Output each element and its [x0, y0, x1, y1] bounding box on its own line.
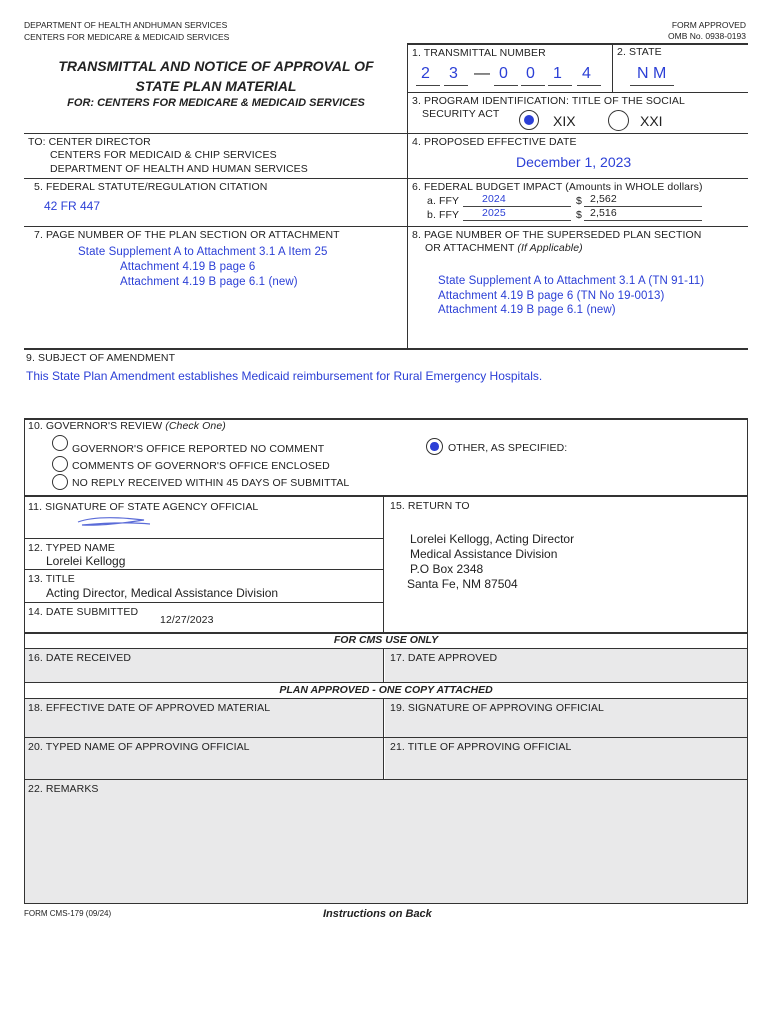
date-submitted-field[interactable]: 12/27/2023 — [160, 614, 214, 626]
transmittal-digit: 3 — [449, 65, 458, 82]
remarks-label: 22. REMARKS — [28, 783, 99, 795]
typed-name-field[interactable]: Lorelei Kellogg — [46, 554, 126, 568]
form-title-line-1: TRANSMITTAL AND NOTICE OF APPROVAL OF — [58, 58, 374, 74]
transmittal-digit: 0 — [499, 65, 508, 82]
superseded-line-2[interactable]: Attachment 4.19 B page 6 (TN No 19-0013) — [438, 290, 665, 302]
effective-approved-label: 18. EFFECTIVE DATE OF APPROVED MATERIAL — [28, 702, 271, 714]
plan-section-line-2[interactable]: Attachment 4.19 B page 6 — [120, 261, 256, 273]
governor-review-label: 10. GOVERNOR'S REVIEW — [28, 420, 163, 432]
transmittal-number-label: 1. TRANSMITTAL NUMBER — [412, 47, 546, 59]
budget-b-year[interactable]: 2025 — [482, 207, 506, 219]
governor-review-check: (Check One) — [165, 420, 226, 432]
superseded-line-3[interactable]: Attachment 4.19 B page 6.1 (new) — [438, 304, 616, 316]
superseded-label: 8. PAGE NUMBER OF THE SUPERSEDED PLAN SECTION — [412, 229, 702, 241]
superseded-applicable: (If Applicable) — [517, 242, 583, 254]
superseded-label-2: OR ATTACHMENT — [425, 242, 515, 254]
date-received-label: 16. DATE RECEIVED — [28, 652, 132, 664]
date-submitted-label: 14. DATE SUBMITTED — [28, 606, 139, 618]
title-xix-radio[interactable] — [519, 110, 539, 130]
approving-name-field[interactable] — [25, 755, 383, 779]
statute-field[interactable]: 42 FR 447 — [44, 199, 101, 213]
gov-no-comment-radio[interactable] — [52, 435, 68, 451]
superseded-line-1[interactable]: State Supplement A to Attachment 3.1 A (TN 91-11) — [438, 275, 705, 287]
program-id-label: 3. PROGRAM IDENTIFICATION: TITLE OF THE SOCIAL — [412, 95, 685, 107]
transmittal-digit: 4 — [582, 65, 591, 82]
budget-b-amount[interactable]: 2,516 — [590, 207, 617, 219]
return-to-label: 15. RETURN TO — [390, 500, 470, 512]
gov-comments-radio[interactable] — [52, 456, 68, 472]
budget-a-year[interactable]: 2024 — [482, 193, 506, 205]
title-xxi-label: XXI — [640, 113, 663, 129]
budget-a-label: a. FFY — [427, 195, 460, 207]
gov-comments-label: COMMENTS OF GOVERNOR'S OFFICE ENCLOSED — [72, 460, 330, 472]
program-id-label-2: SECURITY ACT — [422, 108, 500, 120]
transmittal-digit: 0 — [526, 65, 535, 82]
typed-name-label: 12. TYPED NAME — [28, 542, 115, 554]
plan-section-label: 7. PAGE NUMBER OF THE PLAN SECTION OR ATTACHMENT — [34, 229, 340, 241]
title-label: 13. TITLE — [28, 573, 75, 585]
cms-use-only-header: FOR CMS USE ONLY — [333, 634, 439, 646]
gov-no-comment-label: GOVERNOR'S OFFICE REPORTED NO COMMENT — [72, 443, 325, 455]
form-id: FORM CMS-179 (09/24) — [24, 909, 112, 918]
return-to-line-1[interactable]: Lorelei Kellogg, Acting Director — [410, 532, 575, 546]
approving-name-label: 20. TYPED NAME OF APPROVING OFFICIAL — [28, 741, 250, 753]
gov-no-reply-radio[interactable] — [52, 474, 68, 490]
approving-signature-field[interactable] — [385, 716, 747, 736]
form-title-line-2: STATE PLAN MATERIAL — [135, 78, 297, 94]
department-line-1: DEPARTMENT OF HEALTH ANDHUMAN SERVICES — [24, 20, 228, 30]
budget-impact-label: 6. FEDERAL BUDGET IMPACT (Amounts in WHOLE dollars) — [412, 181, 703, 193]
return-to-line-2[interactable]: Medical Assistance Division — [410, 547, 558, 561]
plan-approved-header: PLAN APPROVED - ONE COPY ATTACHED — [279, 684, 493, 696]
transmittal-dash: — — [474, 65, 490, 82]
department-line-2: CENTERS FOR MEDICARE & MEDICAID SERVICES — [24, 32, 230, 42]
to-line-1: TO: CENTER DIRECTOR — [28, 136, 151, 148]
signature-label: 11. SIGNATURE OF STATE AGENCY OFFICIAL — [28, 501, 259, 513]
approving-title-label: 21. TITLE OF APPROVING OFFICIAL — [390, 741, 572, 753]
return-to-line-3[interactable]: P.O Box 2348 — [410, 562, 484, 576]
form-approved-label: FORM APPROVED — [671, 20, 746, 30]
budget-a-amount[interactable]: 2,562 — [590, 193, 617, 205]
statute-label: 5. FEDERAL STATUTE/REGULATION CITATION — [34, 181, 268, 193]
approving-title-field[interactable] — [385, 755, 747, 779]
to-line-3: DEPARTMENT OF HEALTH AND HUMAN SERVICES — [50, 163, 308, 175]
effective-approved-field[interactable] — [25, 716, 383, 736]
effective-date-label: 4. PROPOSED EFFECTIVE DATE — [412, 136, 577, 148]
title-xxi-radio[interactable] — [608, 110, 629, 131]
effective-date-field[interactable]: December 1, 2023 — [516, 154, 632, 170]
date-approved-label: 17. DATE APPROVED — [390, 652, 498, 664]
subject-field[interactable]: This State Plan Amendment establishes Medicaid reimbursement for Rural Emergency Hospitals. — [26, 369, 543, 383]
plan-section-line-1[interactable]: State Supplement A to Attachment 3.1 A Item 25 — [78, 246, 328, 258]
omb-number: OMB No. 0938-0193 — [668, 31, 746, 41]
remarks-field[interactable] — [25, 780, 747, 903]
to-line-2: CENTERS FOR MEDICAID & CHIP SERVICES — [50, 149, 277, 161]
return-to-line-4[interactable]: Santa Fe, NM 87504 — [407, 577, 518, 591]
title-field[interactable]: Acting Director, Medical Assistance Division — [46, 586, 279, 600]
gov-other-radio[interactable] — [426, 438, 443, 455]
subject-label: 9. SUBJECT OF AMENDMENT — [26, 352, 176, 364]
budget-a-dollar: $ — [576, 195, 582, 207]
instructions-on-back: Instructions on Back — [323, 908, 432, 920]
state-label: 2. STATE — [617, 46, 662, 58]
budget-b-label: b. FFY — [427, 209, 460, 221]
transmittal-digit: 2 — [421, 65, 430, 82]
transmittal-digit: 1 — [553, 65, 562, 82]
title-xix-label: XIX — [553, 113, 576, 129]
gov-other-label: OTHER, AS SPECIFIED: — [448, 442, 568, 454]
approving-signature-label: 19. SIGNATURE OF APPROVING OFFICIAL — [390, 702, 604, 714]
state-field[interactable]: N M — [637, 65, 667, 82]
signature-scribble-icon — [74, 513, 154, 529]
form-for-line: FOR: CENTERS FOR MEDICARE & MEDICAID SERVICES — [67, 97, 365, 109]
gov-no-reply-label: NO REPLY RECEIVED WITHIN 45 DAYS OF SUBMITTAL — [72, 477, 350, 489]
budget-b-dollar: $ — [576, 209, 582, 221]
plan-section-line-3[interactable]: Attachment 4.19 B page 6.1 (new) — [120, 276, 298, 288]
